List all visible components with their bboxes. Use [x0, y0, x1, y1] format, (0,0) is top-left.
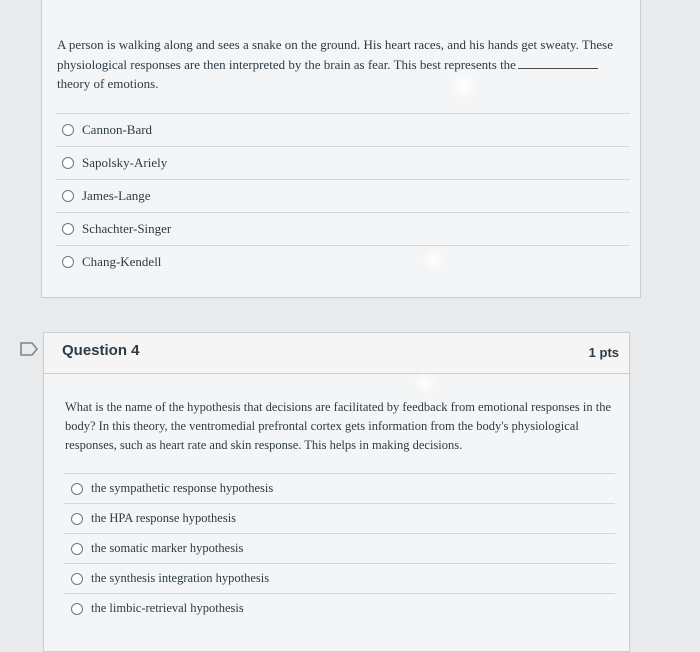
question-3-text-part-2: theory of emotions. — [57, 76, 159, 91]
answer-option[interactable] — [64, 473, 615, 503]
answer-label: Cannon-Bard — [82, 122, 153, 137]
question-3-text — [57, 35, 627, 94]
fill-in-blank — [518, 56, 598, 69]
screen-glare — [447, 73, 481, 99]
question-4-answers — [64, 473, 615, 623]
question-title: Question 4 — [62, 342, 140, 359]
answer-option[interactable] — [64, 503, 615, 533]
question-3-card — [41, 0, 641, 298]
answer-label: the HPA response hypothesis — [91, 511, 237, 525]
answer-label: Sapolsky-Ariely — [82, 155, 168, 170]
question-4-text: What is the name of the hypothesis that decisions are facilitated by feedback from emotional responses in the body? In this theory, the ventromedial prefrontal cortex gets information from the body's physiological responses, such as heart rate and skin response. This helps in making decisions. — [65, 400, 612, 452]
radio-button[interactable] — [71, 543, 83, 555]
answer-label: the somatic marker hypothesis — [91, 541, 244, 555]
question-header — [44, 333, 629, 374]
answer-option[interactable] — [56, 179, 630, 212]
radio-button[interactable] — [62, 256, 74, 268]
radio-button[interactable] — [62, 124, 74, 136]
answer-label: the sympathetic response hypothesis — [91, 481, 274, 495]
screen-glare — [420, 248, 448, 272]
radio-button[interactable] — [71, 513, 83, 525]
answer-label: Chang-Kendell — [82, 254, 162, 269]
screen-glare — [412, 372, 438, 394]
answer-option[interactable] — [64, 533, 615, 563]
answer-option[interactable] — [56, 212, 630, 245]
question-3-answers — [56, 113, 630, 278]
question-points: 1 pts — [588, 345, 619, 360]
radio-button[interactable] — [62, 190, 74, 202]
radio-button[interactable] — [71, 603, 83, 615]
radio-button[interactable] — [71, 483, 83, 495]
flag-question-icon[interactable] — [20, 342, 38, 356]
radio-button[interactable] — [62, 223, 74, 235]
radio-button[interactable] — [71, 573, 83, 585]
question-3-text-part-1: A person is walking along and sees a snake on the ground. His heart races, and his hands get sweaty. These physiological responses are then interpreted by the brain as fear. This best represents the — [57, 37, 613, 72]
answer-option[interactable] — [64, 563, 615, 593]
question-4-card — [43, 332, 630, 652]
answer-option[interactable] — [56, 245, 630, 278]
answer-option[interactable] — [64, 593, 615, 623]
answer-option[interactable] — [56, 146, 630, 179]
answer-label: the synthesis integration hypothesis — [91, 571, 270, 585]
answer-option[interactable] — [56, 113, 630, 146]
answer-label: the limbic-retrieval hypothesis — [91, 601, 244, 615]
radio-button[interactable] — [62, 157, 74, 169]
answer-label: James-Lange — [82, 188, 151, 203]
answer-label: Schachter-Singer — [82, 221, 172, 236]
